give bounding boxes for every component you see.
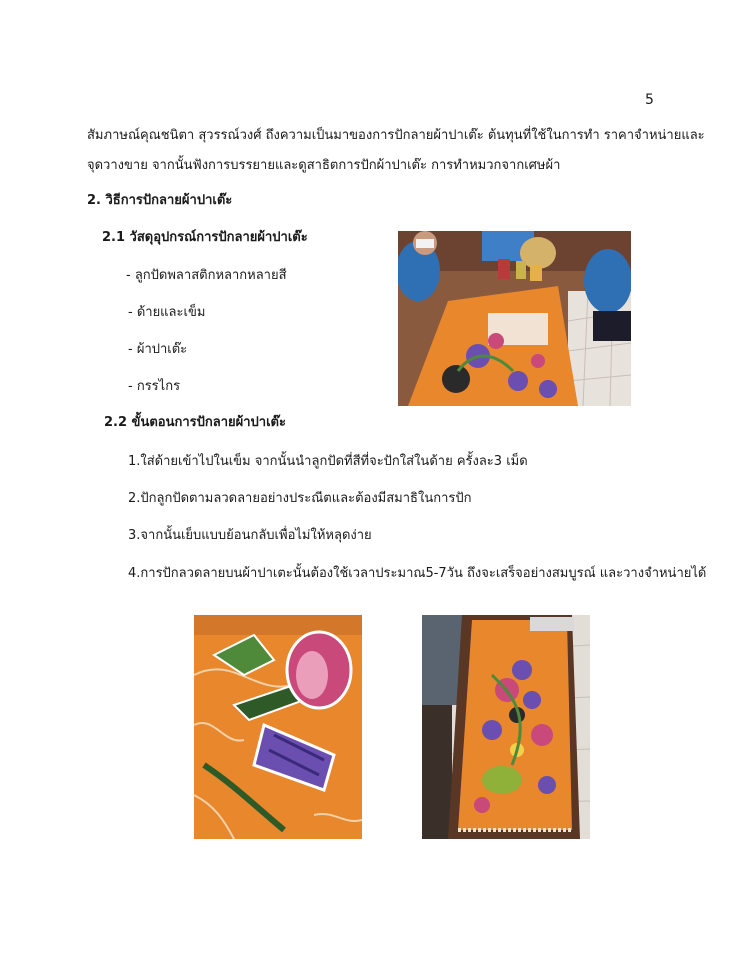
material-item: - กรรไกร <box>128 379 181 394</box>
material-item: - ลูกปัดพลาสติกหลากหลายสี <box>126 268 287 283</box>
steps-heading: 2.2 ขั้นตอนการปักลายผ้าปาเต๊ะ <box>104 415 286 430</box>
photo-embroidery-workshop <box>398 231 631 406</box>
photo-finished-batik-cloth <box>422 615 590 839</box>
page-number: 5 <box>645 92 654 108</box>
intro-line-1: สัมภาษณ์คุณชนิตา สุวรรณ์วงศ์ ถึงความเป็นมาของการปักลายผ้าปาเต๊ะ ต้นทุนที่ใช้ในการทำ ราคาจำหน่ายและ <box>87 128 705 143</box>
step-item: 1.ใส่ด้ายเข้าไปในเข็ม จากนั้นนำลูกปัดที่สีที่จะปักใส่ในด้าย ครั้งละ3 เม็ด <box>128 454 528 469</box>
step-item: 3.จากนั้นเย็บแบบย้อนกลับเพื่อไม่ให้หลุดง่าย <box>128 528 372 543</box>
section-heading: 2. วิธีการปักลายผ้าปาเต๊ะ <box>87 193 233 208</box>
material-item: - ผ้าปาเต๊ะ <box>128 342 188 357</box>
step-item: 4.การปักลวดลายบนผ้าปาเตะนั้นต้องใช้เวลาประมาณ5-7วัน ถึงจะเสร็จอย่างสมบูรณ์ และวางจำหน่ายได้ <box>128 566 707 581</box>
intro-line-2: จุดวางขาย จากนั้นฟังการบรรยายและดูสาธิตการปักผ้าปาเต๊ะ การทำหมวกจากเศษผ้า <box>87 158 561 173</box>
material-item: - ด้ายและเข็ม <box>128 305 206 320</box>
photo-beaded-flower-closeup <box>194 615 362 839</box>
step-item: 2.ปักลูกปัดตามลวดลายอย่างประณีตและต้องมีสมาธิในการปัก <box>128 491 472 506</box>
materials-heading: 2.1 วัสดุอุปกรณ์การปักลายผ้าปาเต๊ะ <box>102 230 308 245</box>
